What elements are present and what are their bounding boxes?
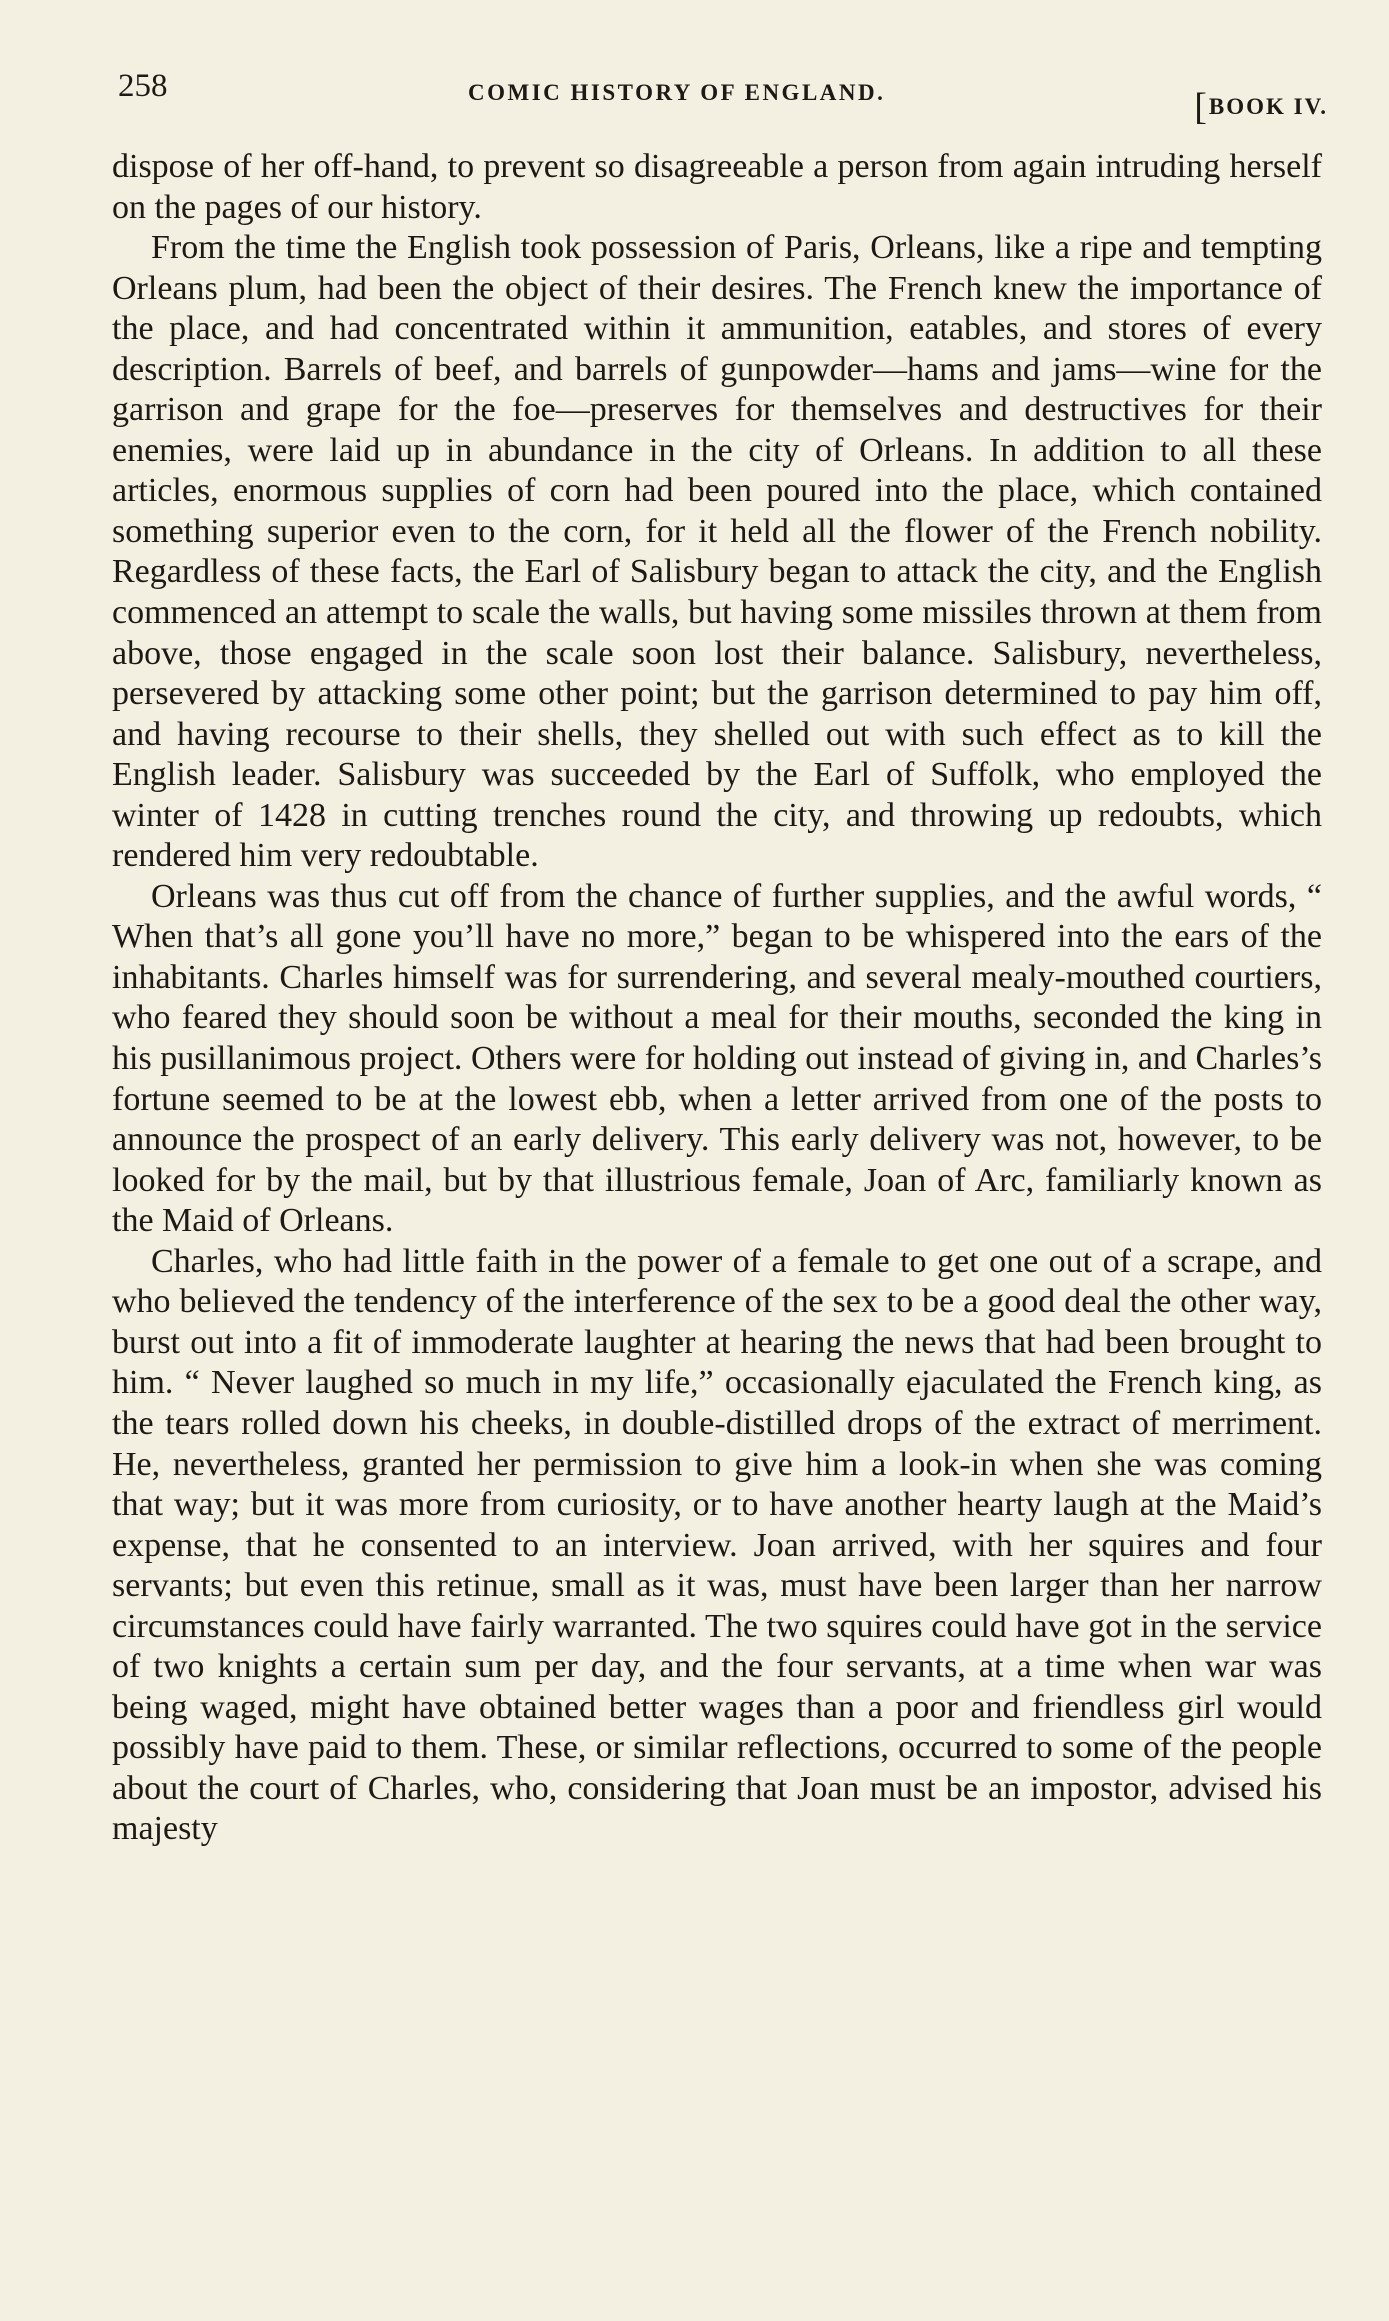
book-label xyxy=(1194,80,1328,128)
running-head xyxy=(118,66,1328,128)
body-text xyxy=(112,147,1322,1850)
paragraph-orleans-siege: From the time the English took possession of Paris, Orleans, like a ripe and tempting Orleans plum, had been the object of their desires. The French knew the importance of the place, and had concentrated within it ammunition, eatables, and stores of every description. Barrels of beef, and barrels of gunpowder—hams and jams—wine for the garrison and grape for the foe—preserves for themselves and destructives for their enemies, were laid up in abundance in the city of Orleans. In addition to all these articles, enormous supplies of corn had been poured into the place, which contained something superior even to the corn, for it held all the flower of the French nobility. Regardless of these facts, the Earl of Salisbury began to attack the city, and the English commenced an attempt to scale the walls, but having some missiles thrown at them from above, those engaged in the scale soon lost their balance. Salisbury, nevertheless, persevered by attacking some other point; but the garrison determined to pay him off, and having recourse to their shells, they shelled out with such effect as to kill the English leader. Salisbury was succeeded by the Earl of Suffolk, who employed the winter of 1428 in cutting trenches round the city, and throwing up redoubts, which rendered him very redoubtable. xyxy=(112,229,1322,875)
page-number: 258 xyxy=(118,68,168,104)
book-bracket: [ xyxy=(1194,86,1207,128)
book-label-text: BOOK IV. xyxy=(1208,94,1328,119)
paragraph-charles-laughter: Charles, who had little faith in the power of a female to get one out of a scrape, and who believed the tendency of the interference of the sex to be a good deal the other way, burst out into a fit of immoderate laughter at hearing the news that had been brought to him. “ Never laughed so much in my life,” occasionally ejaculated the French king, as the tears rolled down his cheeks, in double-distilled drops of the extract of merriment. He, nevertheless, granted her permission to give him a look-in when she was coming that way; but it was more from curiosity, or to have another hearty laugh at the Maid’s expense, that he consented to an interview. Joan arrived, with her squires and four servants; but even this retinue, small as it was, must have been larger than her narrow circumstances could have fairly warranted. The two squires could have got in the service of two knights a certain sum per day, and the four servants, at a time when war was being waged, might have obtained better wages than a poor and friendless girl would possibly have paid to them. These, or similar reflections, occurred to some of the people about the court of Charles, who, considering that Joan must be an impostor, advised his majesty xyxy=(112,1242,1322,1848)
running-title: COMIC HISTORY OF ENGLAND. xyxy=(468,80,886,105)
paragraph-continued: dispose of her off-hand, to prevent so disagreeable a person from again intruding herself on the pages of our history. xyxy=(112,148,1322,226)
paragraph-orleans-cut-off: Orleans was thus cut off from the chance of further supplies, and the awful words, “ When that’s all gone you’ll have no more,” began to be whispered into the ears of the inhabitants. Charles himself was for surrendering, and several mealy-mouthed courtiers, who feared they should soon be without a meal for their mouths, seconded the king in his pusillanimous project. Others were for holding out instead of giving in, and Charles’s fortune seemed to be at the lowest ebb, when a letter arrived from one of the posts to announce the prospect of an early delivery. This early delivery was not, however, to be looked for by the mail, but by that illustrious female, Joan of Arc, familiarly known as the Maid of Orleans. xyxy=(112,877,1322,1240)
